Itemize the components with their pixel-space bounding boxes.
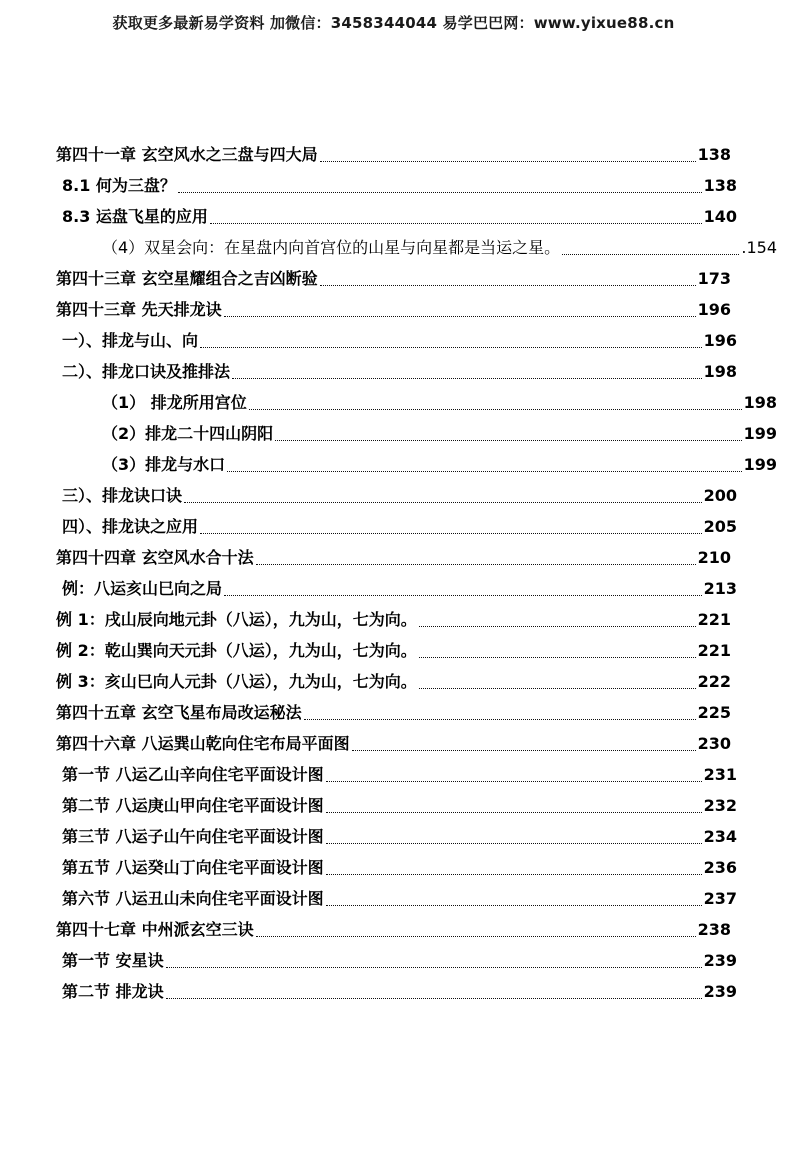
toc-entry[interactable] xyxy=(56,672,731,692)
toc-entry-title: 例 1：戌山辰向地元卦（八运），九为山，七为向。 xyxy=(56,610,417,629)
toc-entry[interactable] xyxy=(56,734,731,754)
toc-entry-page-number: 237 xyxy=(703,889,737,908)
toc-entry-title: 三）、排龙诀口诀 xyxy=(62,486,183,505)
toc-entry-page-number: 234 xyxy=(703,827,737,846)
toc-entry-page-number: 200 xyxy=(703,486,737,505)
toc-entry-title: 第五节 八运癸山丁向住宅平面设计图 xyxy=(62,858,324,877)
toc-entry-title: 四）、排龙诀之应用 xyxy=(62,517,199,536)
toc-entry-page-number: 140 xyxy=(703,207,737,226)
toc-entry[interactable] xyxy=(62,858,737,878)
toc-entry[interactable] xyxy=(102,424,777,444)
toc-entry[interactable] xyxy=(62,982,737,1002)
toc-leader-dots xyxy=(326,842,702,844)
toc-entry[interactable] xyxy=(62,579,737,599)
toc-leader-dots xyxy=(249,408,742,410)
toc-leader-dots xyxy=(200,346,702,348)
toc-entry-title: 第一节 安星诀 xyxy=(62,951,164,970)
toc-leader-dots xyxy=(227,470,741,472)
toc-entry-page-number: 238 xyxy=(697,920,731,939)
toc-leader-dots xyxy=(304,718,696,720)
toc-entry-page-number: 221 xyxy=(697,610,731,629)
toc-entry-page-number: 196 xyxy=(697,300,731,319)
toc-entry-title: 第四十三章 先天排龙诀 xyxy=(56,300,222,319)
toc-leader-dots xyxy=(232,377,702,379)
toc-entry-title: 第三节 八运子山午向住宅平面设计图 xyxy=(62,827,324,846)
toc-entry-title: 第四十一章 玄空风水之三盘与四大局 xyxy=(56,145,318,164)
toc-entry[interactable] xyxy=(56,920,731,940)
toc-leader-dots xyxy=(256,935,696,937)
toc-entry-title: （3）排龙与水口 xyxy=(102,455,226,474)
toc-entry-page-number: 138 xyxy=(703,176,737,195)
toc-entry[interactable] xyxy=(62,827,737,847)
toc-entry-page-number: 205 xyxy=(703,517,737,536)
toc-entry-title: 第四十七章 中州派玄空三诀 xyxy=(56,920,254,939)
toc-entry[interactable] xyxy=(102,455,777,475)
toc-entry-title: （2）排龙二十四山阴阳 xyxy=(102,424,274,443)
toc-entry-title: （4）双星会向：在星盘内向首宫位的山星与向星都是当运之星。 xyxy=(102,238,561,257)
toc-leader-dots xyxy=(320,160,696,162)
toc-leader-dots xyxy=(178,191,702,193)
toc-entry-title: 8.1 何为三盘？ xyxy=(62,176,176,195)
toc-entry-title: 例 3：亥山巳向人元卦（八运），九为山，七为向。 xyxy=(56,672,417,691)
toc-entry-page-number: .154 xyxy=(741,238,777,257)
toc-entry-title: 例 2：乾山巽向天元卦（八运），九为山，七为向。 xyxy=(56,641,417,660)
toc-entry[interactable] xyxy=(62,796,737,816)
toc-leader-dots xyxy=(166,997,702,999)
toc-entry-page-number: 173 xyxy=(697,269,731,288)
toc-entry-title: 第四十五章 玄空飞星布局改运秘法 xyxy=(56,703,302,722)
toc-leader-dots xyxy=(326,811,702,813)
toc-leader-dots xyxy=(184,501,702,503)
toc-leader-dots xyxy=(326,873,702,875)
toc-entry-page-number: 213 xyxy=(703,579,737,598)
header-promo-text: 获取更多最新易学资料 加微信：3458344044 易学巴巴网：www.yixue88.cn xyxy=(112,14,675,32)
toc-entry-page-number: 222 xyxy=(697,672,731,691)
toc-entry-title: 8.3 运盘飞星的应用 xyxy=(62,207,208,226)
toc-entry-page-number: 199 xyxy=(743,455,777,474)
toc-leader-dots xyxy=(326,904,702,906)
toc-entry[interactable] xyxy=(56,641,731,661)
toc-leader-dots xyxy=(275,439,741,441)
toc-entry-page-number: 232 xyxy=(703,796,737,815)
toc-entry-title: 第一节 八运乙山辛向住宅平面设计图 xyxy=(62,765,324,784)
toc-leader-dots xyxy=(210,222,702,224)
toc-leader-dots xyxy=(224,594,702,596)
toc-entry-page-number: 198 xyxy=(743,393,777,412)
toc-leader-dots xyxy=(224,315,696,317)
toc-entry-page-number: 225 xyxy=(697,703,731,722)
toc-entry[interactable] xyxy=(62,517,737,537)
toc-entry-page-number: 221 xyxy=(697,641,731,660)
toc-leader-dots xyxy=(166,966,702,968)
toc-leader-dots xyxy=(256,563,696,565)
toc-entry-page-number: 210 xyxy=(697,548,731,567)
toc-entry-page-number: 239 xyxy=(703,951,737,970)
toc-entry-title: 第四十四章 玄空风水合十法 xyxy=(56,548,254,567)
toc-entry[interactable] xyxy=(56,300,731,320)
toc-entry[interactable] xyxy=(62,362,737,382)
toc-leader-dots xyxy=(419,687,696,689)
toc-entry-title: 一）、排龙与山、向 xyxy=(62,331,199,350)
toc-entry[interactable] xyxy=(56,548,731,568)
toc-entry-page-number: 236 xyxy=(703,858,737,877)
toc-leader-dots xyxy=(419,656,696,658)
toc-leader-dots xyxy=(326,780,702,782)
toc-leader-dots xyxy=(320,284,696,286)
toc-entry-page-number: 239 xyxy=(703,982,737,1001)
toc-entry[interactable] xyxy=(62,889,737,909)
toc-entry[interactable] xyxy=(56,269,731,289)
toc-leader-dots xyxy=(352,749,696,751)
toc-entry[interactable] xyxy=(56,610,731,630)
toc-entry-page-number: 231 xyxy=(703,765,737,784)
toc-entry-title: 第四十六章 八运巽山乾向住宅布局平面图 xyxy=(56,734,350,753)
toc-entry-title: 第二节 八运庚山甲向住宅平面设计图 xyxy=(62,796,324,815)
toc-entry[interactable] xyxy=(102,238,777,258)
toc-entry-title: 二）、排龙口诀及推排法 xyxy=(62,362,231,381)
toc-entry[interactable] xyxy=(62,176,737,196)
toc-entry-title: 第四十三章 玄空星耀组合之吉凶断验 xyxy=(56,269,318,288)
toc-entry[interactable] xyxy=(62,765,737,785)
toc-entry[interactable] xyxy=(102,393,777,413)
toc-entry-page-number: 196 xyxy=(703,331,737,350)
toc-entry-title: 第六节 八运丑山未向住宅平面设计图 xyxy=(62,889,324,908)
toc-entry-page-number: 198 xyxy=(703,362,737,381)
toc-entry-page-number: 230 xyxy=(697,734,731,753)
toc-leader-dots xyxy=(562,253,739,255)
toc-entry[interactable] xyxy=(56,703,731,723)
toc-leader-dots xyxy=(200,532,702,534)
toc-entry[interactable] xyxy=(62,486,737,506)
toc-entry[interactable] xyxy=(56,145,731,165)
toc-entry-title: 例：八运亥山巳向之局 xyxy=(62,579,223,598)
toc-entry[interactable] xyxy=(62,207,737,227)
toc-entry-page-number: 199 xyxy=(743,424,777,443)
table-of-contents xyxy=(0,145,787,1013)
toc-entry[interactable] xyxy=(62,951,737,971)
toc-entry-title: （1） 排龙所用宫位 xyxy=(102,393,247,412)
toc-entry-title: 第二节 排龙诀 xyxy=(62,982,164,1001)
toc-leader-dots xyxy=(419,625,696,627)
toc-entry[interactable] xyxy=(62,331,737,351)
toc-entry-page-number: 138 xyxy=(697,145,731,164)
